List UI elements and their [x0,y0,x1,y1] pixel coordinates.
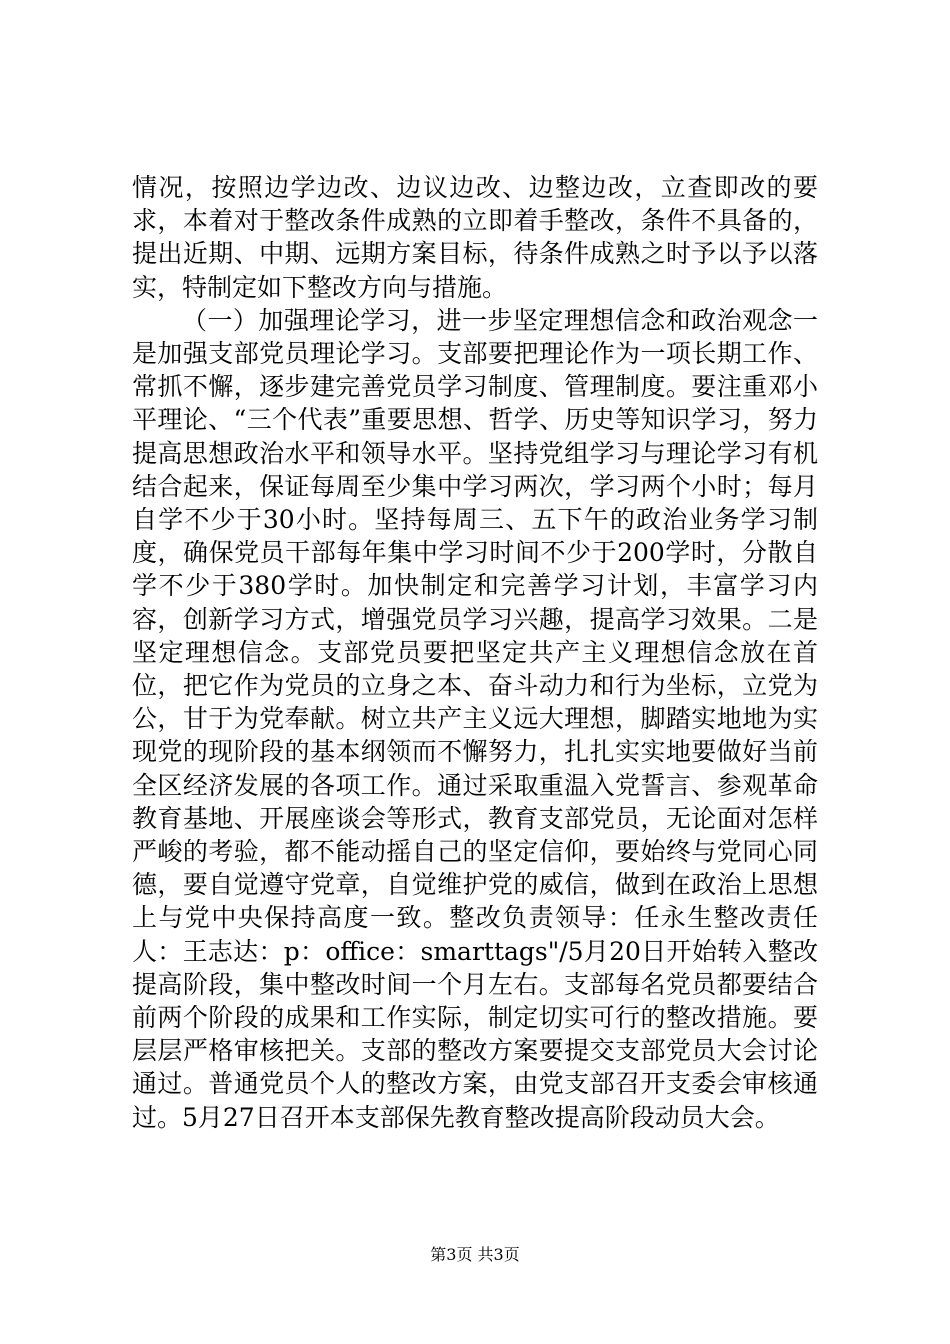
page-footer: 第3页 共3页 [430,1245,520,1264]
paragraph-2: （一）加强理论学习，进一步坚定理想信念和政治观念一是加强支部党员理论学习。支部要把理论作为一项长期工作、常抓不懈，逐步建完善党员学习制度、管理制度。要注重邓小平理论、“三个代表”重要思想、哲学、历史等知识学习，努力提高思想政治水平和领导水平。坚持党组学习与理论学习有机结合起来，保证每周至少集中学习两次，学习两个小时；每月自学不少于30小时。坚持每周三、五下午的政治业务学习制度，确保党员干部每年集中学习时间不少于200学时，分散自学不少于380学时。加快制定和完善学习计划，丰富学习内容，创新学习方式，增强党员学习兴趣，提高学习效果。二是坚定理想信念。支部党员要把坚定共产主义理想信念放在首位，把它作为党员的立身之本、奋斗动力和行为坐标，立党为公，甘于为党奉献。树立共产主义远大理想，脚踏实地地为实现党的现阶段的基本纲领而不懈努力，扎扎实实地要做好当前全区经济发展的各项工作。通过采取重温入党誓言、参观革命教育基地、开展座谈会等形式，教育支部党员，无论面对怎样严峻的考验，都不能动摇自己的坚定信仰，要始终与党同心同德，要自觉遵守党章，自觉维护党的威信，做到在政治上思想上与党中央保持高度一致。整改负责领导：任永生整改责任人：王志达：p：office：smarttags"/5月20日开始转入整改提高阶段，集中整改时间一个月左右。支部每名党员都要结合前两个阶段的成果和工作实际，制定切实可行的整改措施。要层层严格审核把关。支部的整改方案要提交支部党员大会讨论通过。普通党员个人的整改方案，由党支部召开支委会审核通过。5月27日召开本支部保先教育整改提高阶段动员大会。 [132,305,818,1132]
paragraph-1: 情况，按照边学边改、边议边改、边整边改，立查即改的要求，本着对于整改条件成熟的立即着手整改，条件不具备的，提出近期、中期、远期方案目标，待条件成熟之时予以予以落实，特制定如下整改方向与措施。 [132,173,818,302]
document-body [132,171,818,1134]
